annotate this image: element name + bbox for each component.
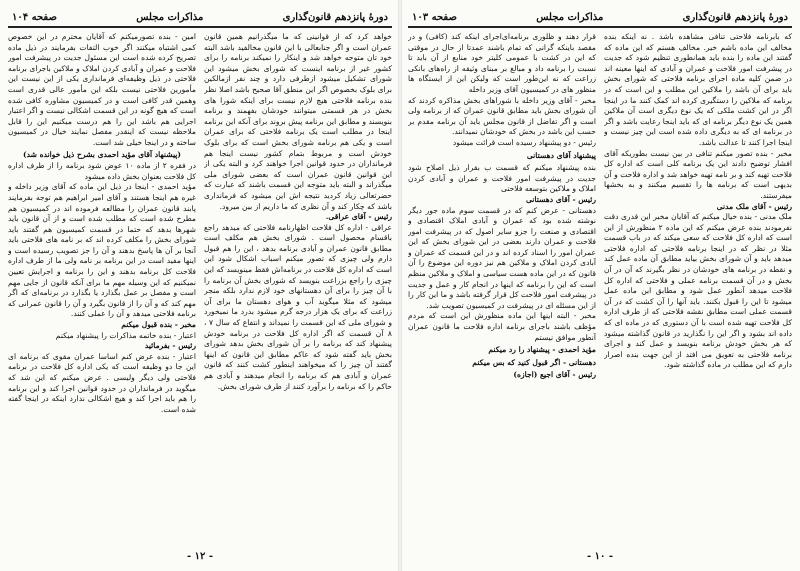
right-page: [408, 8, 792, 564]
left-page-col-right: [204, 32, 392, 540]
paragraph: ملک مدنی - بنده خیال میکنم که آقایان مخبر این قدری دقت نفرمودند بنده عرض میکنم که این ماده ۲ منظورش از این است که اداره کل فلاحت که سعی میکند که در باب قسمت مثلا در نظر که در اینجا برنامه فلاحتی که اداره فلاحتی میدهد باید و آن شورای بخش بیاید مطابق آن ماده عمل کند و نقطه در برنامه های خودشان در نظر بگیرند که آن در آن بخش و در آن قسمت برنامه عملی و فلاحتی که اداره کل فلاحت میدهد آنطور عمل شود و مطابق این ماده عمل میشود تا این را قبول بکنند. باید آنها را آن کشت که در آن قسمت عملی است مطابق نقشه فلاحتی که از طرف اداره کل فلاحت تهیه شده است با آن دستوری که در ماده ای که داده اند بشود و اگر این را نگذارید در قانون گذاشته میشود که هر بخش خودش برنامه بنویسد و عمل کند و اجرای برنامه فلاحتی به تعویق می افتد از این جهت بنده اصرار دارم که این مطلب در ماده گذاشته شود.: [604, 212, 792, 370]
left-page-number: صفحه ۱۰۴: [12, 11, 57, 23]
right-page-session: دورهٔ پانزدهم قانون‌گذاری: [682, 11, 788, 23]
left-page-session: دورهٔ پانزدهم قانون‌گذاری: [282, 11, 388, 23]
right-page-header: [408, 8, 792, 28]
speaker-line: مخبر - بنده قبول میکنم: [121, 320, 196, 330]
paragraph: مخبر - آقای وزیر داخله با شوراهای بخش مذاکره کردند که آن شورای بخش باید مطابق قانون عمران که از برنامه ولی است و اگر تفاضل از قانون مجلس باید آن برنامه مقدم بر حسب این باشد در بخش که خودشان نمیدانند.: [408, 95, 596, 137]
right-page-col-right: [604, 32, 792, 540]
speaker-line: رئیس - آقای دهستانی: [525, 194, 596, 204]
speaker-line: رئیس - آقای ملک مدنی: [716, 201, 792, 211]
speaker-line: رئیس - آقای عراقی.: [325, 212, 392, 222]
paragraph: قرار دهند و ظلوری برنامه‌ای‌اجرای اینکه کند (کافی) و در مقصد باینکه گرانی که تمام باشند عمدتا از حال در موقتی که این در کشت با عمومی کلیتر خود منابع‌ از ‌آن باید‌ تا نسبت را برنامه داد و مبالغ بر مبنای وثیقه از راه‌های بانکی زراعت که نه این‌طور است که ولیکن این از ایستگاه‌ ها منظور ‌های در کمیسیون آقای وزیر داخله: [408, 32, 596, 94]
right-page-journal: مذاکرات مجلس: [536, 11, 604, 23]
paragraph: مخبر - البته اینها این ماده منظورش این است که مردم مؤظف باشند باجرای برنامه اداره فلاحت ما قانون عمران آنطور موافق نیستم: [408, 311, 596, 342]
left-page-journal: مذاکرات مجلس: [136, 11, 204, 23]
paragraph: عراقی - اداره کل فلاحت اظهارنامه فلاحتی که میدهد راجع باقسام محصول است . شورای بخش هم مکلف است مطابق قانون عمران و آبادی برنامه بدهد ، این را هم قبول دارم ولی چیزی که تصور میکنم اسباب اشکال شود این است که اداره کل فلاحت در برنامه‌اش فقط مینویسد که این چیزی را راجع بزراعت بنویسد که شورای بخش آن برنامه را با آن چیز را برای آن دهستانهای خود لازم ندارد بلکه منجر میشود که مثلا میگوید آب و هوای دهستان ما برای آن زراعت که برای یک هزار درجه گرم میشود بدرد ما نمیخورد و شورای ملی که این قسمت را نمیداند و انتفاع که سال ۷ ، ۸ آن قسمت که اگر اداره کل فلاحت در برنامه خودش پیشنهاد کند که برنامه را بر آن شورای بخش بدهد شورای بخش باید گفته شود که عاکم مطابق این قانون که اینها گفتند آن چیز را که میخواهند اینطور کشت کنند که قانون عمران و آبادی هم که برنامه را انجام میدهند و آبادی هم حاکم را که برنامه را برآورد کنند از طرف شورای بخش.: [204, 222, 392, 391]
paragraph: بنده پیشنهاد میکنم که قسمت ب بقرار ذیل اصلاح شود جدیت در پیشرفت امور فلاحت و عمران و آبادی کردن املاک و ملاکین بتوسعه فلاحتی: [408, 163, 596, 194]
speaker-line: دهستانی - اگر قبول کنید که بس میکنم: [472, 357, 596, 367]
paragraph: اعتبار - بنده خاتمه مذاکرات را پیشنهاد میکنم: [55, 330, 196, 340]
right-page-footer: - ۱۰ -: [586, 551, 613, 562]
paragraph: مؤید احمدی - اینجا در ذیل این ماده که آقای وزیر داخله و غیره هم اینجا هستند و آقای امیر ابراهیم هم توجه بفرمایند پابند قانون عمران را مطالعه فرموده اند در کمیسیون هم مطرح شده است که مطلب شده است و از آن قانون باید شهرها بدهد که حتما در قسمت کمیسیون هم گفتند باید شورای بخش را مکلف کرده اند که بر نامه های فلاحتی باید آنجا بر آن ها پاسخ بدهند و آن را جز تصویب رسیده است و اینها مفید است در این برنامه بر نامه ولی ما از طرف اداره فلاحت کل برنامه بدهند و این را برنامه و اجرایش تعیین نمیکنیم که این وسیله مهم ما برای آنکه قانون از جایی مهم است و مفصل بر عمل بگذارد یا بگذارد در برنامه‌ای که اگر مهم کند که و آن را از قانون بگیرد و آن را قانون عمرانی که برنامه فلاحتی میدهد و آن را عملی کنند.: [8, 182, 196, 319]
paragraph: دهستانی - عرض کنم که در قسمت سوم ماده جور دیگر نوشته شده بود که عمران و آبادی املاک اقتصادی و اقتصادی و صنعت را جزو سایر اصول که در پیشرفت امور فلاحت و عمران دارند بعضی در این شورای بخش که این عمران امور را اسناد کرده اند و در این قسمت که عمران و آبادی کردن املاک و ملاکین هم نیز دوره این موضوع را آن قانون که در این ماده هست سیاسی و املاک و ملاکین منظم است که این را برنامه که اینها در انجام کار و عمل و جدیت در پیشرفت امور فلاحت کل قرار گرفته باشد و ما این کار را از این مسئله ای در پیشرفت در کمیسیون تصویب شد.: [408, 205, 596, 310]
paragraph: که بابرنامه فلاحتی تنافی مشاهده باشد . نه اینکه بنده مخالف این ماده باشم خیر. مخالف هستم که این ماده که گفتند این ماده را بنده باید همانطوری تنظیم شود که جدیت در پیشرفت امور فلاحت و عمران و آبادی که اینها معینه اند در ضمن کلیه ماده اجرای برنامه فلاحتی که شورای بخش باید برای آن باشد را ملاکین این مطلب و این است که در برنامه که ملاکین را دستگیری کرده اند کمک کنند ما در اینجا اگر در این کشت ملکی که یک نوع دیگری است آن ملاکین همین یک نوع دیگر برنامه ای که باید اینجا رعایت باشد و اگر در برنامه ای که به دیگری داده شده است این چیز نیست و اینجا اجرا کنند تا عدالت باشد.: [604, 32, 792, 147]
paragraph: رئیس - دو پیشنهاد رسیده است قرائت میشود: [452, 137, 596, 147]
right-page-col-left: [408, 32, 596, 540]
book-gutter: [398, 0, 402, 571]
left-page: [8, 8, 392, 564]
speaker-line: رئیس - بفرمائید: [144, 341, 196, 351]
paragraph: امین - بنده تصورمیکنم که آقایان محترم در این خصوص کمی اشتباه میکنند اگر خوب التفات بفرمایند در ذیل ماده تصریح کرده شده است این مسئول جدیت در پیشرفت امور فلاحت و عمران و آبادی کردن املاک و ملاکین باجرای برنامه فلاحتی در ذیل وظیفه‌ای فرمانداری یکی از این نیست این مأمورین فلاحتی نیست بلکه این مأمور عالی قدری است وهمین قدر کافی است و در کمیسیون مشاوره کافی شده است که هیچ گونه در این قسمت اشکالی نیست و اگر اعتبار اجرایی هم باشد این را هم درست میکنیم این را قابل ملاحظه نیست که اینقدر مفصل نمایند خیال در کمیسیون ساخته و در اینجا خیلی شد است.: [8, 32, 196, 147]
right-page-number: صفحه ۱۰۳: [412, 11, 457, 23]
speaker-line: مؤید احمدی - پیشنهاد را رد میکنم: [488, 345, 596, 355]
left-page-footer: - ۱۲ -: [186, 551, 213, 562]
proposal-heading: پیشنهاد آقای دهستانی: [526, 150, 596, 160]
paragraph: اعتبار - بنده عرض کنم اساسا عمران مقوی که برنامه ای این جا دو وظیفه است که یکی اداره کل فلاحت در برنامه فلاحتی ولی دیگر ولیسی . عرض میکنم که این شد که میگوید در فرمانداران در حدود قوانین اجرا کند و این برنامه را هم باید اجرا کند و هیچ اشکالی ندارد اینکه در اینجا گفته شده است.: [8, 351, 196, 414]
proposal-caption: (پیشنهاد آقای مؤید احمدی بشرح ذیل خوانده شد): [23, 149, 181, 159]
paragraph: خواهد کرد که از قوانینی که ما میگذرانیم همین قانون عمران است و اگر جنابعالی با این قانون مخالفید باشد البته خود تان متوجه خواهد شد و اینکار را نمیکند برنامه را برای کشور غیر از برنامه اینست که شورای بخش میشود این شورای تشکیل میشود ازطرفی دارد و چند نفر ازمالکین برای بلوک بخصوص اگر این منطق آقا صحیح باشد اصلا نظر بنده برنامه فلاحتی هیچ لازم نیست برای اینکه شورا های بخش در هر قسمتی میتوانند خودشان بفهمند و برنامه بنویسند و مطابق این برنامه پیش بروند برای آنکه این برنامه اینجا در مطلب است یک برنامه فلاحتی که برای عمران است و یکی هم برنامه شورای بخش است که برای بلوک خودش است و مربوط بتمام کشور نیست اینجا هم فرمانداران در حدود قوانین اجرا خواهند کرد و البته یکی از این قوانین قانون عمران است که بعضی شورای ملی میگذراند و البته باید متوجه این قسمت باشند که عبارت که حضرتعالی زیاد کردید نتیجه اش این میشود که فرمانداری باشد که چکار کند و آن نظری که ما داریم از بین میرود.: [204, 32, 392, 211]
left-page-col-left: [8, 32, 196, 540]
left-page-body: [8, 32, 392, 540]
speaker-line: رئیس - آقای اجیع (اجازه): [513, 370, 596, 380]
paragraph: در فقره ۲ از ماده ۱۰ عوض شود برنامه را از طرف اداره کل فلاحت بعنوان بخش داده میشود: [8, 161, 196, 181]
right-page-body: [408, 32, 792, 540]
paragraph: مخبر - بنده تصور میکنم تنافی در بین نیست بطوریکه آقای افشار توضیح دادند این یک برنامه کلی است که اداره کل فلاحت تهیه کند و بر نامه تهیه خواهد شد و اداره فلاحت و آن بدیهی است که برنامه ها را تقسیم میکنند و به بخشها میفرستند.: [604, 148, 792, 200]
left-page-header: [8, 8, 392, 28]
